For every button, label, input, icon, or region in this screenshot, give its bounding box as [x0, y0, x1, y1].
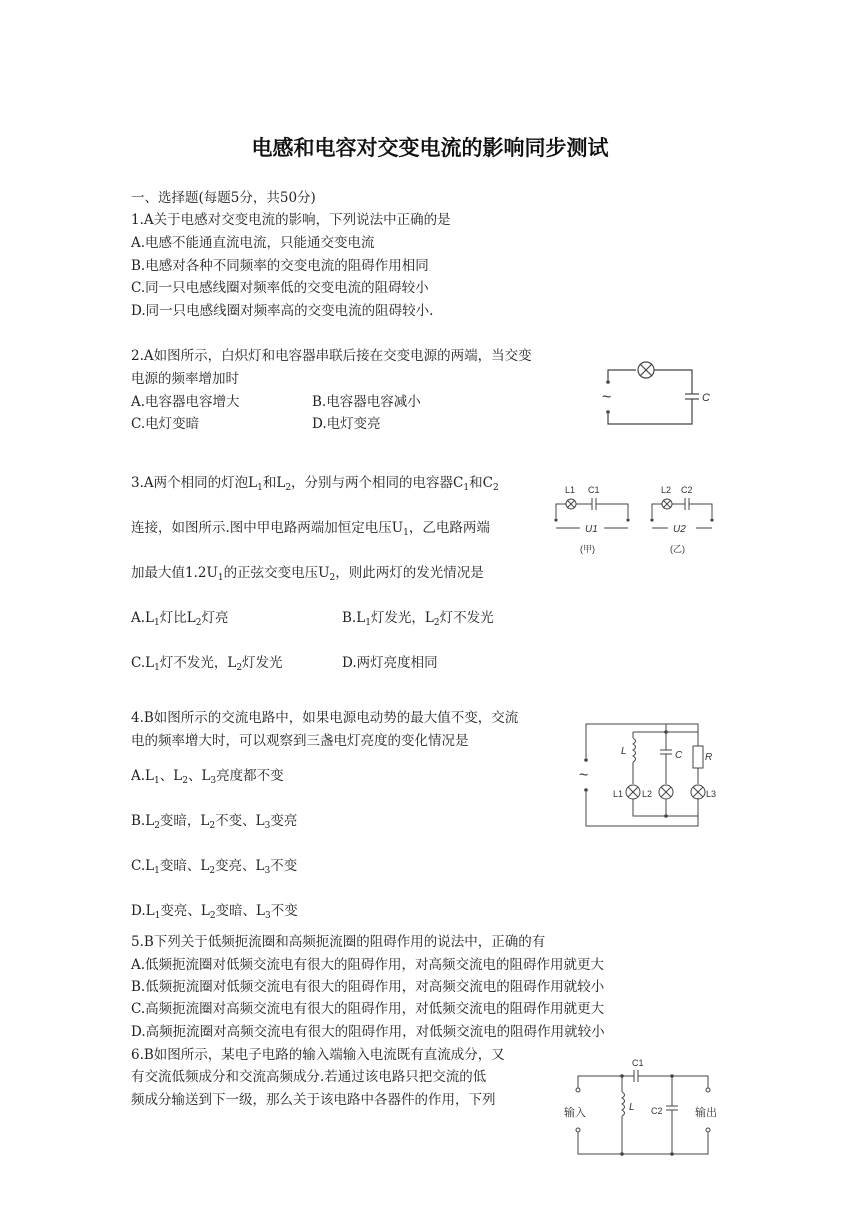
- q3-stem-line2: 连接，如图所示.图中甲电路两端加恒定电压$U_1$，乙电路两端: [131, 520, 490, 538]
- q2-option-b: B.电容器电容减小: [312, 394, 421, 410]
- q4-capacitor-label: C: [675, 750, 683, 761]
- q4-stem-line1: 4.B如图所示的交流电路中，如果电源电动势的最大值不变，交流: [131, 710, 519, 726]
- q2-option-c: C.电灯变暗: [131, 416, 200, 432]
- q6-c2-label: C2: [651, 1106, 663, 1116]
- q4-lamp2-label: L2: [642, 789, 653, 799]
- q4-option-a: $A.L_1$、$L_2$、$L_3$亮度都不变: [131, 768, 284, 786]
- q2-option-a: A.电容器电容增大: [131, 394, 240, 410]
- q6-input-label: 输入: [564, 1107, 586, 1119]
- q3-option-a: $A.L_1$灯比$L_2$灯亮: [131, 610, 229, 628]
- q3-left-caption: (甲): [580, 544, 595, 554]
- q3-left-cap-label: C1: [588, 485, 600, 495]
- q6-stem-line2: 有交流低频成分和交流高频成分.若通过该电路只把交流的低: [131, 1069, 487, 1085]
- q4-lamp1-label: L1: [613, 789, 624, 799]
- q1-option-c: C.同一只电感线圈对频率低的交变电流的阻碍较小: [131, 280, 429, 296]
- q2-source-symbol: ~: [602, 389, 612, 406]
- q3-circuit-diagram: [548, 482, 720, 558]
- q5-option-a: A.低频扼流圈对低频交流电有很大的阻碍作用，对高频交流电的阻碍作用就更大: [131, 957, 605, 973]
- q1-option-a: A.电感不能通直流电流，只能通交变电流: [131, 235, 375, 251]
- q3-right-voltage-label: U2: [673, 524, 686, 535]
- q2-capacitor-label: C: [702, 392, 710, 404]
- q2-stem-line2: 电源的频率增加时: [131, 371, 239, 387]
- q4-source-symbol: ~: [579, 767, 589, 784]
- q5-option-d: D.高频扼流圈对高频交流电有很大的阻碍作用，对低频交流电的阻碍作用就较小: [131, 1024, 605, 1040]
- q3-option-d: D.两灯亮度相同: [342, 655, 438, 671]
- q4-option-b: $B.L_2$变暗，$L_2$不变、$L_3$变亮: [131, 813, 298, 831]
- q6-inductor-label: L: [629, 1102, 635, 1113]
- section-heading: 一、选择题(每题5分，共50分): [131, 190, 316, 206]
- q4-option-c: $C.L_1$变暗、$L_2$变亮、$L_3$不变: [131, 858, 298, 876]
- q2-stem-line1: 2.A如图所示，白炽灯和电容器串联后接在交变电源的两端，当交变: [131, 348, 532, 364]
- q5-option-c: C.高频扼流圈对高频交流电有很大的阻碍作用，对低频交流电的阻碍作用就更大: [131, 1001, 605, 1017]
- q3-stem-line1: 3.A两个相同的灯泡$L_1$和$L_2$，分别与两个相同的电容器$C_1$和$C_2$: [131, 475, 499, 493]
- q3-option-b: $B.L_1$灯发光，$L_2$灯不发光: [342, 610, 494, 628]
- q2-option-d: D.电灯变亮: [312, 416, 381, 432]
- q5-stem: 5.B下列关于低频扼流圈和高频扼流圈的阻碍作用的说法中，正确的有: [131, 934, 546, 950]
- q6-output-label: 输出: [695, 1107, 717, 1119]
- q1-stem: 1.A关于电感对交变电流的影响，下列说法中正确的是: [131, 212, 451, 228]
- q1-option-d: D.同一只电感线圈对频率高的交变电流的阻碍较小.: [131, 303, 434, 319]
- q3-right-cap-label: C2: [681, 485, 693, 495]
- q6-stem-line1: 6.B如图所示，某电子电路的输入端输入电流既有直流成分，又: [131, 1047, 505, 1063]
- q3-left-voltage-label: U1: [585, 524, 598, 535]
- q2-circuit-diagram: [598, 356, 718, 430]
- q5-option-b: B.低频扼流圈对低频交流电有很大的阻碍作用，对高频交流电的阻碍作用就较小: [131, 979, 605, 995]
- q1-option-b: B.电感对各种不同频率的交变电流的阻碍作用相同: [131, 258, 429, 274]
- q3-right-caption: (乙): [670, 544, 685, 554]
- q4-circuit-diagram: [578, 718, 720, 830]
- q6-stem-line3: 频成分输送到下一级，那么关于该电路中各器件的作用，下列: [131, 1092, 496, 1108]
- q4-option-d: $D.L_1$变亮、$L_2$变暗、$L_3$不变: [131, 903, 298, 921]
- q6-c1-label: C1: [632, 1058, 644, 1068]
- q3-stem-line3: 加最大值$1.2U_1$的正弦交变电压$U_2$，则此两灯的发光情况是: [131, 565, 484, 583]
- page-title: 电感和电容对交变电流的影响同步测试: [251, 136, 609, 160]
- q4-resistor-label: R: [705, 752, 713, 763]
- q3-right-lamp-label: L2: [661, 485, 672, 495]
- q4-inductor-label: L: [621, 746, 627, 757]
- q6-circuit-diagram: [560, 1054, 730, 1162]
- q3-left-lamp-label: L1: [565, 485, 576, 495]
- q3-option-c: $C.L_1$灯不发光，$L_2$灯发光: [131, 655, 283, 673]
- q4-lamp3-label: L3: [706, 789, 717, 799]
- q4-stem-line2: 电的频率增大时，可以观察到三盏电灯亮度的变化情况是: [131, 733, 469, 749]
